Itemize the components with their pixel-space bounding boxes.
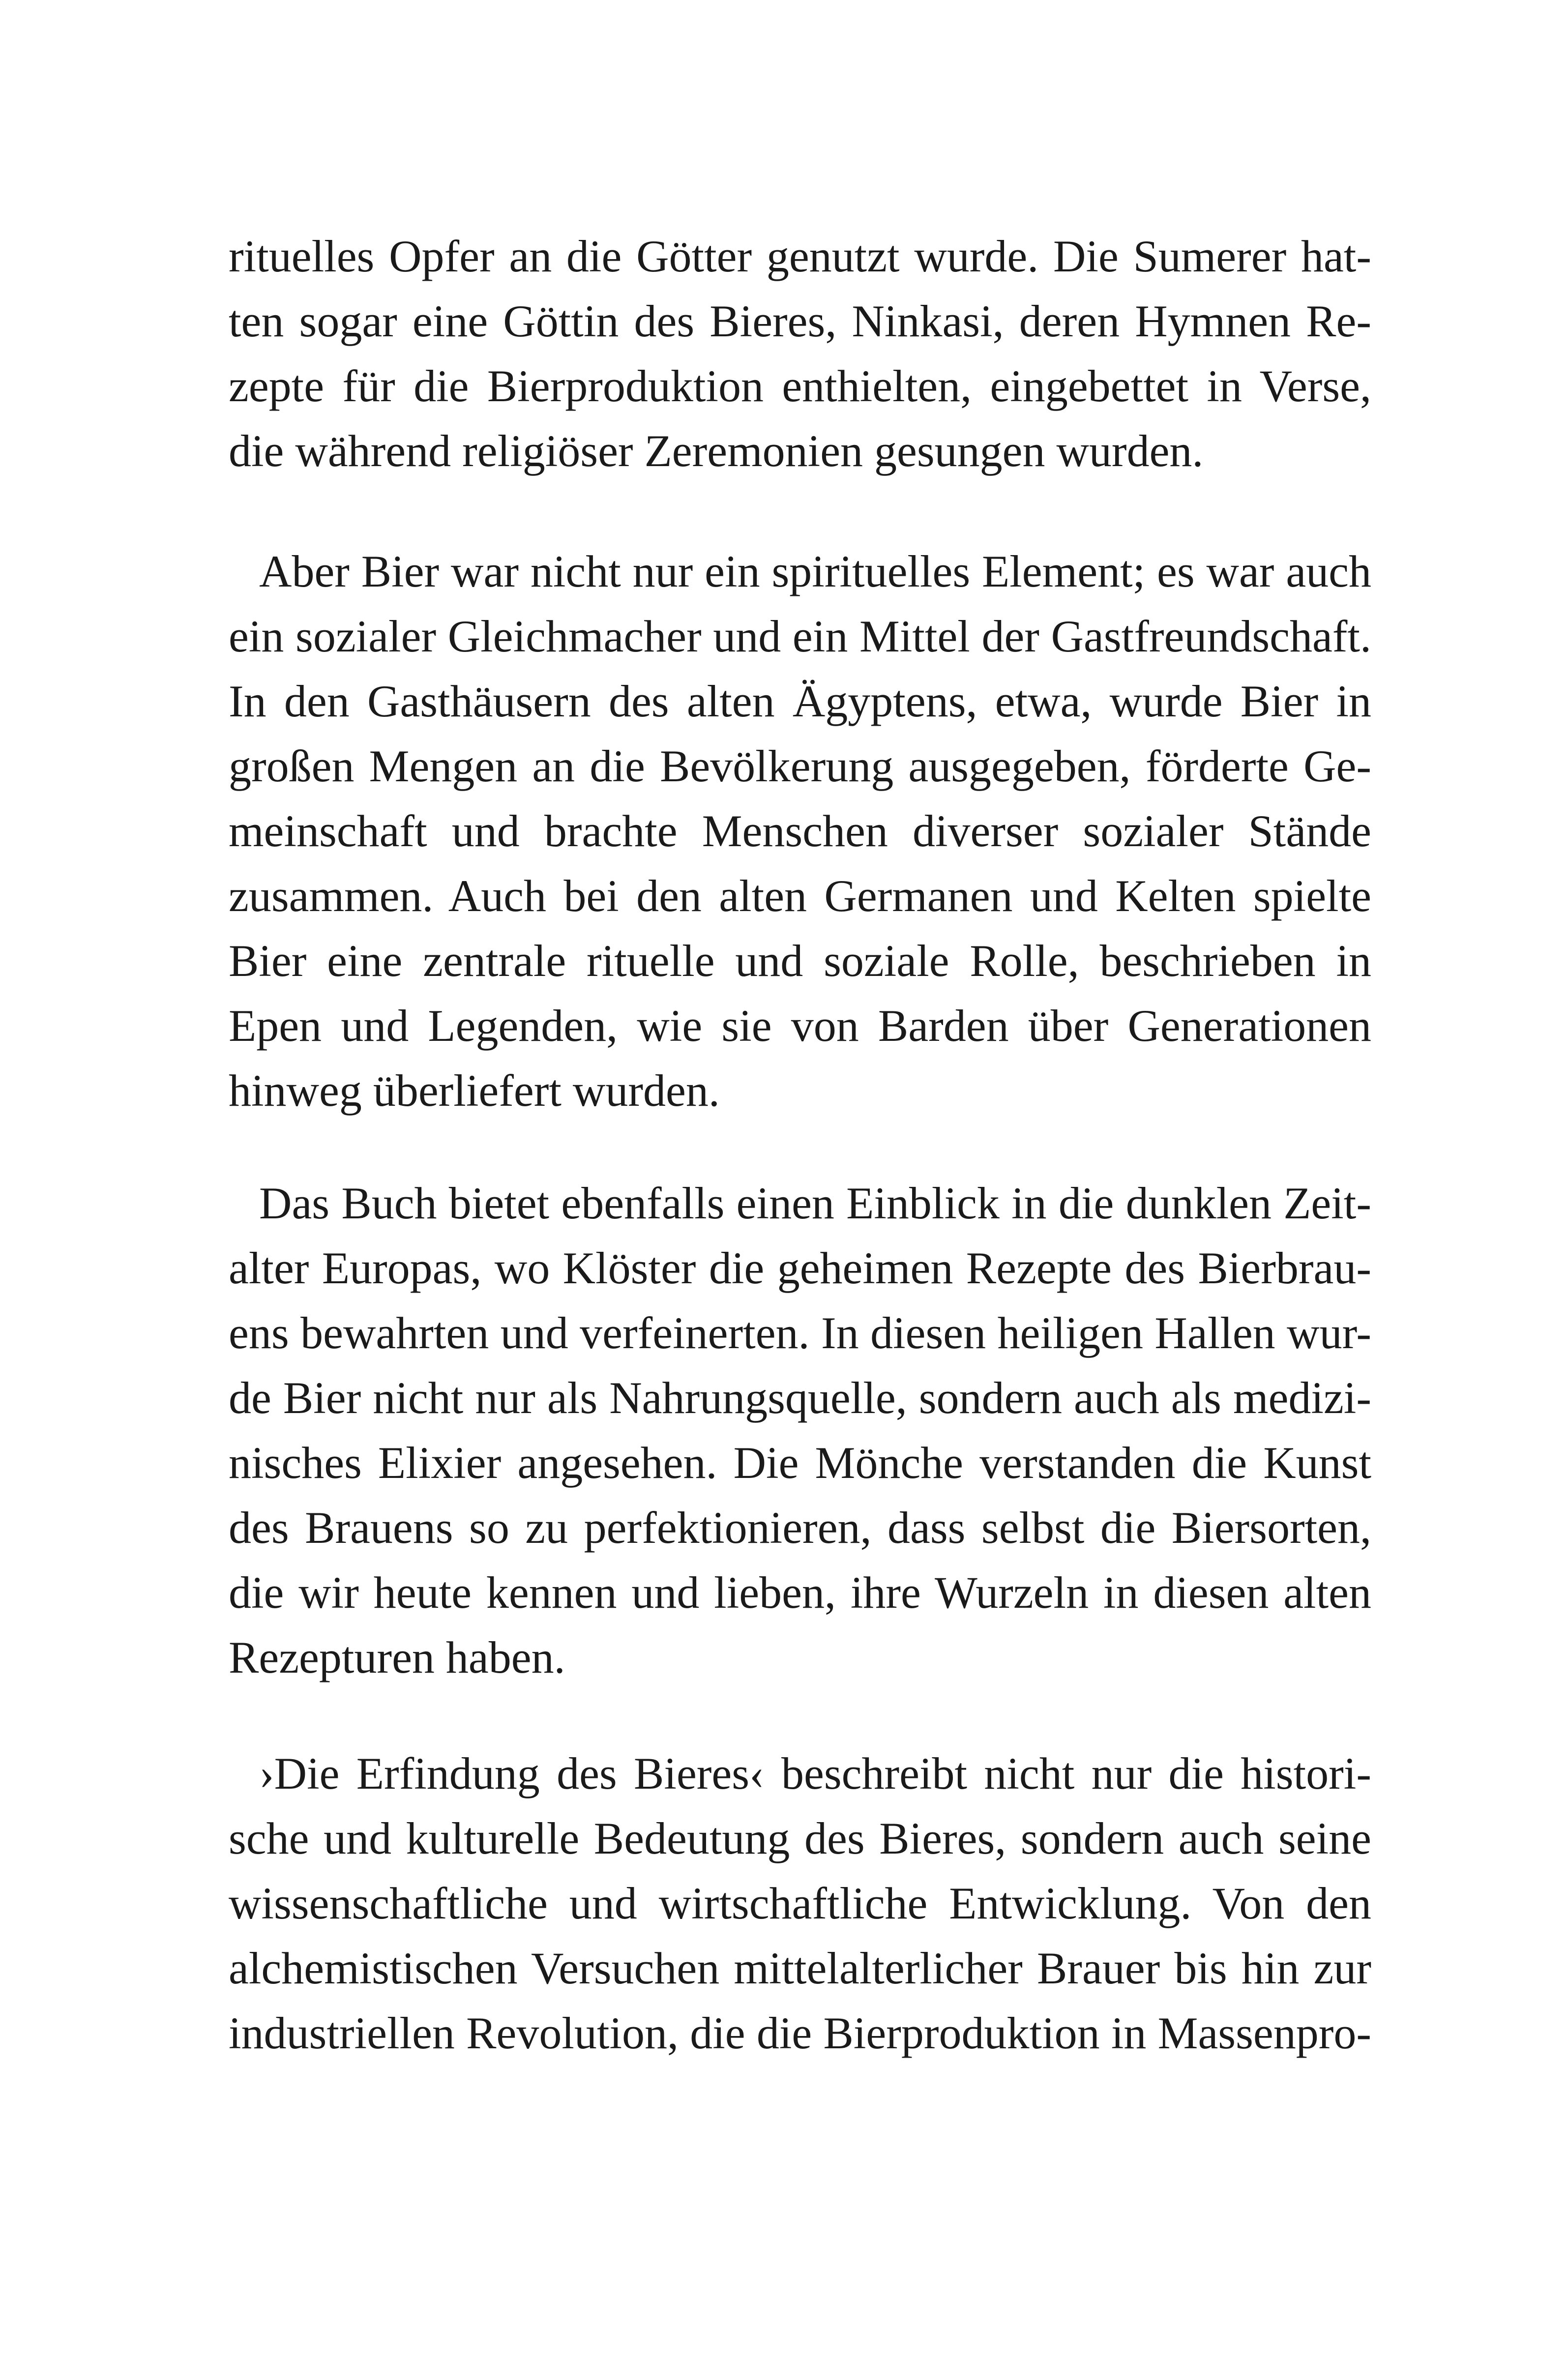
- text-line: wissenschaftliche und wirtschaftliche Entwicklung. Von den: [229, 1878, 1371, 1928]
- text-line: die während religiöser Zeremonien gesungen wurden.: [229, 426, 1204, 476]
- text-line: ten sogar eine Göttin des Bieres, Ninkasi, deren Hymnen Re-: [229, 296, 1371, 346]
- text-line: Das Buch bietet ebenfalls einen Einblick in die dunklen Zeit-: [259, 1178, 1371, 1228]
- text-line: industriellen Revolution, die die Bierproduktion in Massenpro-: [229, 2008, 1371, 2058]
- text-line: Epen und Legenden, wie sie von Barden über Generationen: [229, 1001, 1371, 1051]
- text-line: zepte für die Bierproduktion enthielten, eingebettet in Verse,: [229, 361, 1371, 411]
- text-line: ens bewahrten und verfeinerten. In diesen heiligen Hallen wur-: [229, 1308, 1371, 1358]
- text-line: In den Gasthäusern des alten Ägyptens, etwa, wurde Bier in: [229, 676, 1371, 726]
- text-line: rituelles Opfer an die Götter genutzt wurde. Die Sumerer hat-: [229, 231, 1371, 281]
- text-line: alchemistischen Versuchen mittelalterlicher Brauer bis hin zur: [229, 1943, 1371, 1993]
- text-line: alter Europas, wo Klöster die geheimen Rezepte des Bierbrau-: [229, 1243, 1371, 1293]
- text-line: hinweg überliefert wurden.: [229, 1065, 720, 1116]
- text-line: Aber Bier war nicht nur ein spirituelles Element; es war auch: [259, 546, 1371, 596]
- text-line: ein sozialer Gleichmacher und ein Mittel der Gastfreundschaft.: [229, 611, 1371, 661]
- paragraph-2: [229, 539, 1371, 1123]
- text-line: nisches Elixier angesehen. Die Mönche verstanden die Kunst: [229, 1438, 1371, 1488]
- text-line: zusammen. Auch bei den alten Germanen und Kelten spielte: [229, 871, 1371, 921]
- paragraph-3: [229, 1171, 1371, 1690]
- text-line: ›Die Erfindung des Bieres‹ beschreibt nicht nur die histori-: [259, 1748, 1371, 1799]
- text-line: die wir heute kennen und lieben, ihre Wurzeln in diesen alten: [229, 1567, 1371, 1618]
- paragraph-4: [229, 1741, 1371, 2065]
- text-line: Bier eine zentrale rituelle und soziale Rolle, beschrieben in: [229, 936, 1371, 986]
- text-line: des Brauens so zu perfektionieren, dass selbst die Biersorten,: [229, 1503, 1371, 1553]
- text-line: großen Mengen an die Bevölkerung ausgegeben, förderte Ge-: [229, 741, 1371, 791]
- text-line: Rezepturen haben.: [229, 1632, 565, 1682]
- text-line: sche und kulturelle Bedeutung des Bieres, sondern auch seine: [229, 1813, 1371, 1863]
- text-line: de Bier nicht nur als Nahrungsquelle, sondern auch als medizi-: [229, 1373, 1371, 1423]
- paragraph-1: [229, 224, 1371, 483]
- text-line: meinschaft und brachte Menschen diverser sozialer Stände: [229, 806, 1371, 856]
